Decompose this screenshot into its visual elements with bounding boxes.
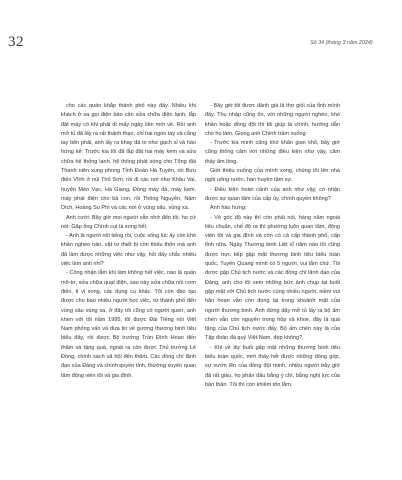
paragraph: - Khi về dự buổi gặp mặt những thương binh tiêu biểu toàn quốc, mới thấy hết được những đóng góp, sự vươn lên của đồng đội mình, nhiều người bây giờ đã rất giàu, họ phấn đấu bằng ý chí, bằng nghị lực của bản thân. Tôi thì còn khiêm tốn lắm. (205, 344, 340, 388)
paragraph: - Anh là người nổi tiếng rồi, cuộc sống lúc ấy còn khó khăn nghèo nàn, vật tư thiết bị còn thiếu thốn mà anh đã làm được những việc như vậy, hỏi đấy chắc nhiều việc làm anh nhỉ? (61, 233, 196, 268)
paragraph: - Điều kiện hoàn cảnh của anh như vậy, có nhận được sự quan tâm của cấp ủy, chính quyền không? (205, 186, 340, 202)
paragraph: Anh cười: Bây giờ mọi người vẫn nhớ đến tôi, họ cứ nói: Gặp ông Chính cụt là xong hết. (61, 214, 196, 230)
paragraph: - Công nhận lắm khi làm không hết việc, nào là quấn mô-tơ, sửa chữa quạt điện, sau này sửa chữa nồi cơm điện, ti vi song, các dụng cụ khác. Tôi còn đào tạo được cho bao nhiêu người học việc, từ thành phố đến vùng sâu vùng xa, ở đây tôi cũng có người quen, anh khen với tôi năm 1995, tôi được Đài Tiếng nói Việt Nam phỏng vấn và đưa tin về gương thương binh tiêu biểu đấy, rồi được Bộ trưởng Trần Đình Hoan đến thăm và tặng quà, ngoài ra còn được Thủ trưởng Lê Đồng, chính sách xã hội đến thăm. Các đồng chí lãnh đạo của Đảng và chính quyền tỉnh, thường xuyên quan tâm động viên tôi và gia đình. (61, 270, 196, 379)
left-column (61, 102, 196, 381)
paragraph: - Về góc độ này thì còn phải nói, hàng năm ngoài tiêu chuẩn, chế độ ra thì phường luôn quan tâm, động viên tôi và gia đình và còn có cả cấp thành phố, cấp tỉnh nữa. Ngày Thương binh Liệt sĩ năm nào tôi cũng được trực tiếp gặp mặt thương binh tiêu biểu toàn quốc, Tuyên Quang mình có 5 người, vui lắm chứ. Tôi được gặp Chủ tịch nước và các đồng chí lãnh đạo của Đảng, anh cho tôi xem những bức ảnh chụp tại buổi gặp mặt với Chủ tịch nước cùng nhiều người, niềm vui hân hoan vẫn còn đọng lại trong khoảnh mặt của người thương binh. Anh đứng dậy mở tủ lấy ra bộ ấm chén vẫn còn nguyên trong hộp và khoe, đây là quà tặng của Chủ tịch nước đấy. Bộ ấm chén này là của Tập đoàn đá quý Việt Nam, đẹp không?, (205, 214, 340, 342)
issue-info: Số 34 (tháng 3 năm 2024) (310, 40, 373, 46)
paragraph: Anh hào hứng: (210, 205, 247, 212)
paragraph: Giới thiệu xuống của mình xong, chúng tôi lên nhà ngồi uống nước, hàn huyên tâm sự. (205, 168, 340, 184)
paragraph: - Bây giờ tôi được đánh giá là thợ giỏi của tỉnh mình đấy. Thu nhập cũng ổn, với những người nghèo, khó khăn hoặc đồng đội thì tôi giúp là chính, hướng dẫn cho họ làm. Giọng anh Chính trầm xuống: (205, 103, 340, 137)
right-column (205, 102, 340, 390)
page-number: 32 (8, 34, 24, 50)
paragraph: cho các quán khắp thành phố này đấy. Nhiều khi khách ở xa gọi điện báo cần sửa chữa điện lạnh, lắp đặt máy có khi phải đi mấy ngày liền mới về. Rồi anh mở tủ đã lấy ra rất thành thạo, chỉ hai ngón tay và cắng tay bên phải, anh lấy ra khay đá to như gạch xỉ và hào hứng kể: Trước kia tôi đã lắp đặt hai máy kem và sửa chữa hệ thống lạnh, hệ thống phát sóng cho Tổng đài Thanh niên xung phong Tỉnh Đoàn Hà Tuyên, rồi Bưu điện Vĩnh ở núi Thổ Sơn, rồi đi các nơi như Khâu Vai, huyện Mèo Vạc, Hà Giang, Đồng máy đá, máy kem, máy phát điện cho bà con, rồi Thông Nguyên, Nậm Dích, Hoàng Su Phì và các nơi ở vùng sâu, vùng xa. (61, 103, 196, 212)
paragraph: - Trước kia mình cũng khó khăn gian khổ, bây giờ cũng thông cảm với những điều kiện như vậy, cảm thấy ấm lòng. (205, 140, 340, 165)
